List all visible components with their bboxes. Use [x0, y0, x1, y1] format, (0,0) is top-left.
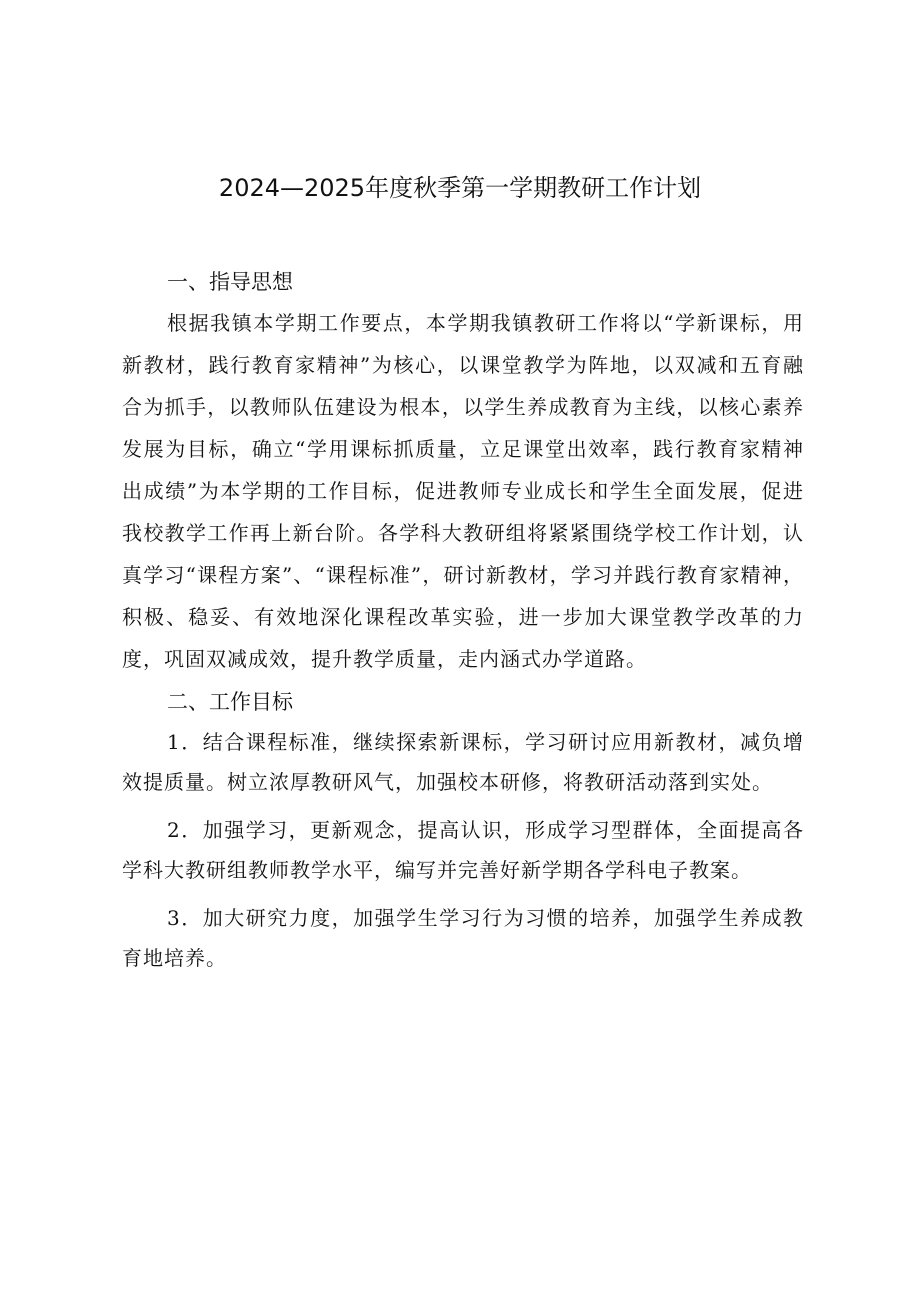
section-heading-guiding-ideology: 一、指导思想 [167, 270, 293, 294]
document-title: 2024—2025年度秋季第一学期教研工作计划 [218, 174, 702, 202]
section-heading-work-goals: 二、工作目标 [167, 690, 293, 714]
document-body [122, 262, 804, 986]
work-goal-item-1: 1．结合课程标准，继续探索新课标，学习研讨应用新教材，减负增效提质量。树立浓厚教研风气，加强校本研修，将教研活动落到实处。 [122, 730, 804, 794]
work-goal-item-3: 3．加大研究力度，加强学生学习行为习惯的培养，加强学生养成教育地培养。 [122, 906, 804, 970]
guiding-ideology-paragraph: 根据我镇本学期工作要点，本学期我镇教研工作将以“学新课标，用新教材，践行教育家精神”为核心，以课堂教学为阵地，以双减和五育融合为抓手，以教师队伍建设为根本，以学生养成教育为主线，以核心素养发展为目标，确立“学用课标抓质量，立足课堂出效率，践行教育家精神出成绩”为本学期的工作目标，促进教师专业成长和学生全面发展，促进我校教学工作再上新台阶。各学科大教研组将紧紧围绕学校工作计划，认真学习“课程方案”、“课程标准”，研讨新教材，学习并践行教育家精神，积极、稳妥、有效地深化课程改革实验，进一步加大课堂教学改革的力度，巩固双减成效，提升教学质量，走内涵式办学道路。 [122, 311, 804, 671]
work-goal-item-2: 2．加强学习，更新观念，提高认识，形成学习型群体，全面提高各学科大教研组教师教学水平，编写并完善好新学期各学科电子教案。 [122, 818, 804, 882]
